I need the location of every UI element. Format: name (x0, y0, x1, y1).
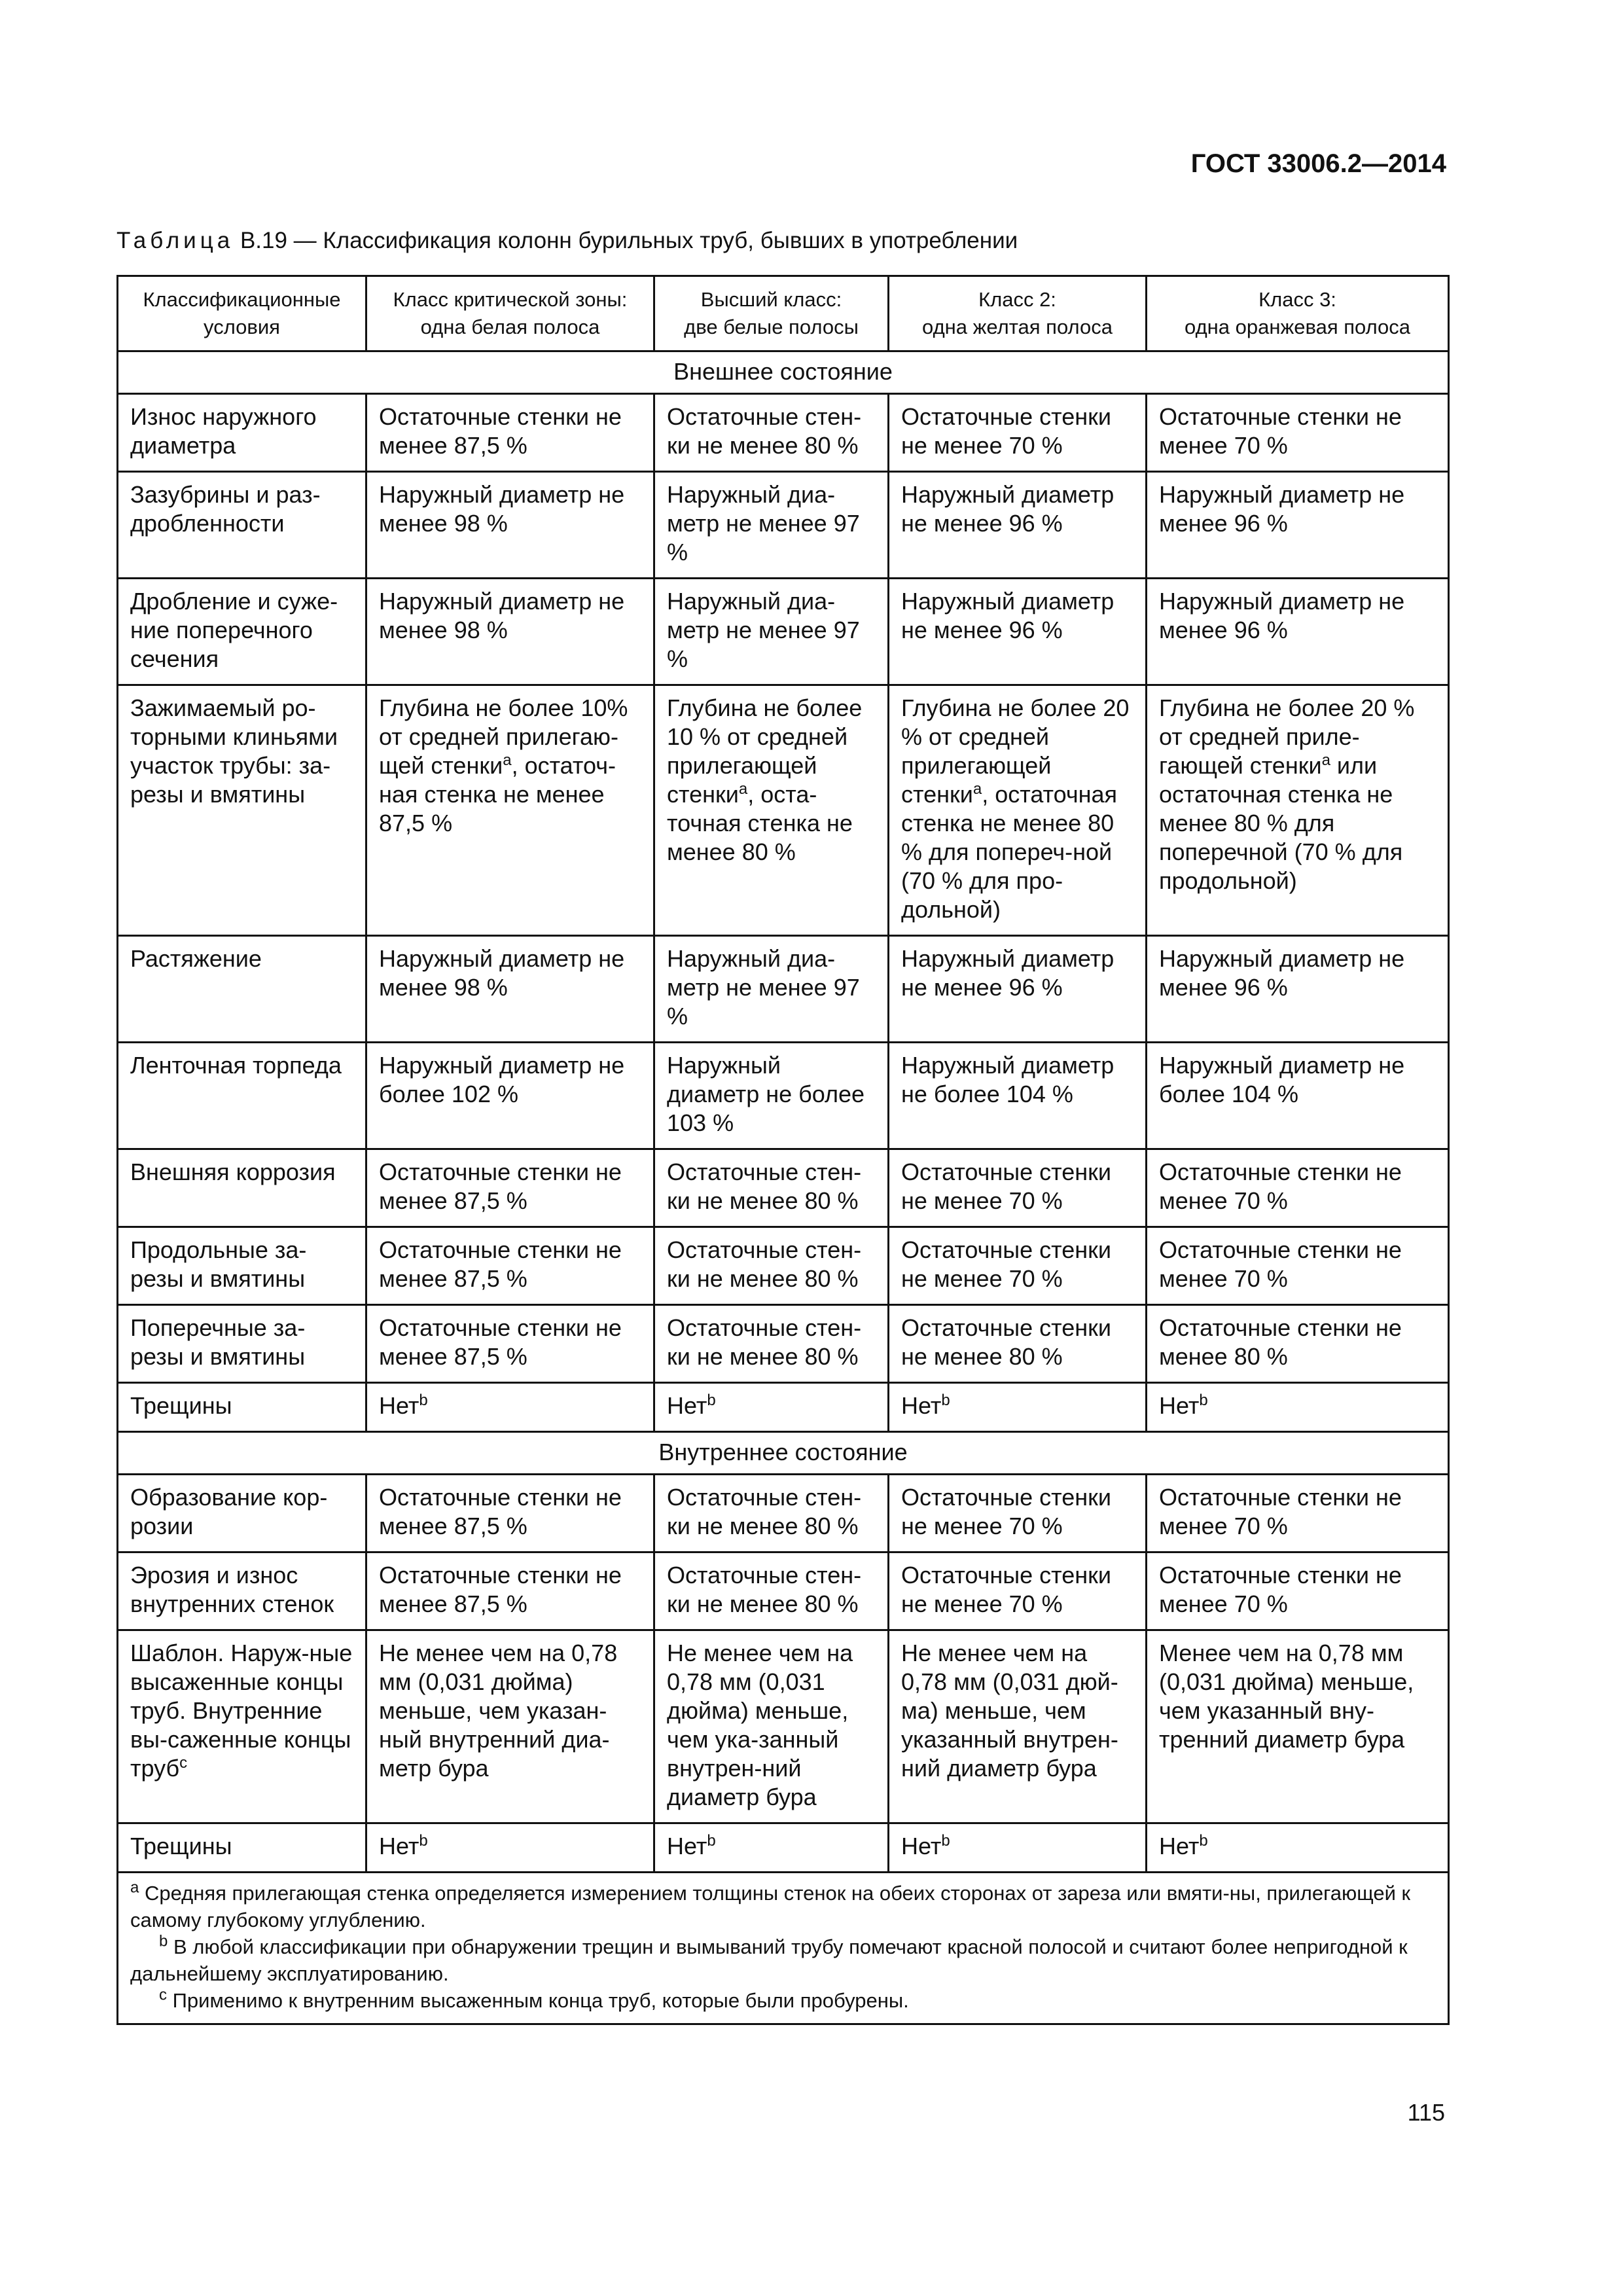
table-cell: Наружный диаметр не менее 96 % (1147, 579, 1449, 685)
table-cell: Остаточные стенки не менее 87,5 % (366, 394, 654, 472)
table-row (118, 1043, 1449, 1149)
table-cell: Наружный диа-метр не менее 97 % (654, 936, 889, 1043)
table-cell: Глубина не более 20 % от средней прилегающей стенки$^a$, остаточная стенка не менее 80 % для попереч-ной (70 % для про-дольной) (889, 685, 1147, 936)
table-cell: Глубина не более 20 % от средней приле-гающей стенки$^a$ или остаточная стенка не менее 80 % для поперечной (70 % для продольной) (1147, 685, 1449, 936)
table-cell: Остаточные стенки не менее 70 % (889, 1475, 1147, 1552)
footnote-mark: b (419, 1391, 428, 1409)
footnote-mark: b (1199, 1832, 1208, 1850)
column-header: Высший класс: две белые полосы (654, 276, 889, 351)
table-cell: Остаточные стенки не менее 70 % (1147, 394, 1449, 472)
table-cell: Наружный диаметр не менее 96 % (889, 579, 1147, 685)
column-header: Класс 2: одна желтая полоса (889, 276, 1147, 351)
section-row (118, 351, 1449, 394)
table-cell: Менее чем на 0,78 мм (0,031 дюйма) меньше, чем указанный вну-тренний диаметр бура (1147, 1630, 1449, 1823)
footnote-c: $^c$ Применимо к внутренним высаженным конца труб, которые были пробурены. (159, 1986, 909, 2012)
table-cell: Наружный диаметр не менее 96 % (1147, 936, 1449, 1043)
table-row (118, 1630, 1449, 1823)
table-cell: Наружный диаметр не менее 98 % (366, 579, 654, 685)
table-cell: Трещины (118, 1823, 366, 1873)
table-cell: Остаточные стенки не менее 70 % (889, 1227, 1147, 1305)
table-row (118, 1552, 1449, 1630)
table-cell: Остаточные стенки не менее 70 % (889, 1149, 1147, 1227)
table-cell: Нет$^b$ (1147, 1823, 1449, 1873)
document-code: ГОСТ 33006.2—2014 (1190, 149, 1446, 178)
table-cell: Не менее чем на 0,78 мм (0,031 дюй-ма) меньше, чем указанный внутрен-ний диаметр бура (889, 1630, 1147, 1823)
table-row (118, 1475, 1449, 1552)
footnote-mark: a (1321, 751, 1330, 769)
section-row (118, 1432, 1449, 1475)
table-row (118, 936, 1449, 1043)
section-heading: Внешнее состояние (118, 351, 1449, 394)
table-row (118, 394, 1449, 472)
table-cell: Наружный диаметр не более 102 % (366, 1043, 654, 1149)
table-cell: Глубина не более 10% от средней прилегаю-щей стенки$^a$, остаточ-ная стенка не менее 87,5 % (366, 685, 654, 936)
table-cell: Нет$^b$ (889, 1383, 1147, 1432)
table-row (118, 1823, 1449, 1873)
footnote-mark: b (941, 1832, 950, 1850)
table-cell: Остаточные стен-ки не менее 80 % (654, 1552, 889, 1630)
column-header: Классификационные условия (118, 276, 366, 351)
footnote-mark: c (179, 1754, 188, 1772)
table-cell: Нет$^b$ (654, 1823, 889, 1873)
table-cell: Шаблон. Наруж-ные высаженные концы труб. Внутренние вы-саженные концы труб$^c$ (118, 1630, 366, 1823)
table-cell: Нет$^b$ (366, 1823, 654, 1873)
section-heading: Внутреннее состояние (118, 1432, 1449, 1475)
footnote-mark: b (941, 1391, 950, 1409)
table-cell: Растяжение (118, 936, 366, 1043)
table-cell: Наружный диаметр не менее 96 % (889, 936, 1147, 1043)
table-cell: Не менее чем на 0,78 мм (0,031 дюйма) меньше, чем ука-занный внутрен-ний диаметр бура (654, 1630, 889, 1823)
table-cell: Остаточные стенки не менее 87,5 % (366, 1149, 654, 1227)
table-cell: Остаточные стен-ки не менее 80 % (654, 1475, 889, 1552)
table-cell: Остаточные стен-ки не менее 80 % (654, 1227, 889, 1305)
footnote-mark: a (503, 751, 512, 769)
table-cell: Остаточные стенки не менее 70 % (1147, 1149, 1449, 1227)
table-cell: Износ наружного диаметра (118, 394, 366, 472)
table-cell: Наружный диаметр не более 104 % (1147, 1043, 1449, 1149)
page-number: 115 (1407, 2099, 1445, 2126)
table-cell: Остаточные стенки не менее 80 % (889, 1305, 1147, 1383)
table-cell: Зажимаемый ро-торными клиньями участок трубы: за-резы и вмятины (118, 685, 366, 936)
table-cell: Продольные за-резы и вмятины (118, 1227, 366, 1305)
footnotes (118, 1873, 1449, 2024)
table-cell: Остаточные стенки не менее 70 % (1147, 1227, 1449, 1305)
footnotes-row (118, 1873, 1449, 2024)
footnote-mark: b (1199, 1391, 1208, 1409)
table-cell: Остаточные стенки не менее 87,5 % (366, 1305, 654, 1383)
table-cell: Остаточные стенки не менее 87,5 % (366, 1475, 654, 1552)
footnote-a: $^a$ Средняя прилегающая стенка определяется измерением толщины стенок на обеих сторонах от зареза или вмяти-ны, прилегающей к самому глубокому углублению. (130, 1878, 1411, 1931)
table-row (118, 472, 1449, 579)
table-cell: Дробление и суже-ние поперечного сечения (118, 579, 366, 685)
table-caption (116, 228, 1018, 254)
table-header-row (118, 276, 1449, 351)
table-cell: Нет$^b$ (889, 1823, 1147, 1873)
table-cell: Наружный диаметр не более 103 % (654, 1043, 889, 1149)
table-cell: Наружный диаметр не более 104 % (889, 1043, 1147, 1149)
table-row (118, 1149, 1449, 1227)
table-cell: Не менее чем на 0,78 мм (0,031 дюйма) меньше, чем указан-ный внутренний диа-метр бура (366, 1630, 654, 1823)
table-cell: Остаточные стенки не менее 87,5 % (366, 1227, 654, 1305)
table-cell: Остаточные стенки не менее 70 % (1147, 1475, 1449, 1552)
footnote-mark: b (707, 1832, 716, 1850)
table-cell: Остаточные стен-ки не менее 80 % (654, 1305, 889, 1383)
table-row (118, 1383, 1449, 1432)
table-cell: Нет$^b$ (366, 1383, 654, 1432)
table-cell: Зазубрины и раз-дробленности (118, 472, 366, 579)
table-cell: Остаточные стенки не менее 87,5 % (366, 1552, 654, 1630)
table-cell: Остаточные стен-ки не менее 80 % (654, 1149, 889, 1227)
table-cell: Наружный диаметр не менее 96 % (1147, 472, 1449, 579)
table-cell: Ленточная торпеда (118, 1043, 366, 1149)
table-row (118, 1227, 1449, 1305)
column-header: Класс 3: одна оранжевая полоса (1147, 276, 1449, 351)
table-row (118, 685, 1449, 936)
caption-label: Таблица (116, 228, 234, 253)
table-cell: Наружный диаметр не менее 96 % (889, 472, 1147, 579)
table-cell: Наружный диаметр не менее 98 % (366, 472, 654, 579)
table-cell: Остаточные стен-ки не менее 80 % (654, 394, 889, 472)
footnote-mark: b (707, 1391, 716, 1409)
caption-text: В.19 — Классификация колонн бурильных труб, бывших в употреблении (234, 228, 1018, 253)
classification-table (116, 275, 1450, 2025)
table-cell: Внешняя коррозия (118, 1149, 366, 1227)
table-cell: Наружный диа-метр не менее 97 % (654, 472, 889, 579)
table-cell: Нет$^b$ (654, 1383, 889, 1432)
table-cell: Остаточные стенки не менее 70 % (1147, 1552, 1449, 1630)
table-cell: Остаточные стенки не менее 80 % (1147, 1305, 1449, 1383)
table-cell: Поперечные за-резы и вмятины (118, 1305, 366, 1383)
table-cell: Остаточные стенки не менее 70 % (889, 1552, 1147, 1630)
table-cell: Наружный диаметр не менее 98 % (366, 936, 654, 1043)
table-cell: Образование кор-розии (118, 1475, 366, 1552)
table-cell: Нет$^b$ (1147, 1383, 1449, 1432)
table-row (118, 579, 1449, 685)
footnote-b: $^b$ В любой классификации при обнаружении трещин и вымываний трубу помечают красной полосой и считают более непригодной к дальнейшему эксплуатированию. (130, 1932, 1408, 1985)
table-cell: Остаточные стенки не менее 70 % (889, 394, 1147, 472)
table-cell: Трещины (118, 1383, 366, 1432)
table-cell: Эрозия и износ внутренних стенок (118, 1552, 366, 1630)
table-row (118, 1305, 1449, 1383)
footnote-mark: b (419, 1832, 428, 1850)
footnote-mark: a (972, 780, 982, 798)
table-cell: Наружный диа-метр не менее 97 % (654, 579, 889, 685)
footnote-mark: a (738, 780, 748, 798)
column-header: Класс критической зоны: одна белая полоса (366, 276, 654, 351)
table-cell: Глубина не более 10 % от средней прилегающей стенки$^a$, оста-точная стенка не менее 80 % (654, 685, 889, 936)
